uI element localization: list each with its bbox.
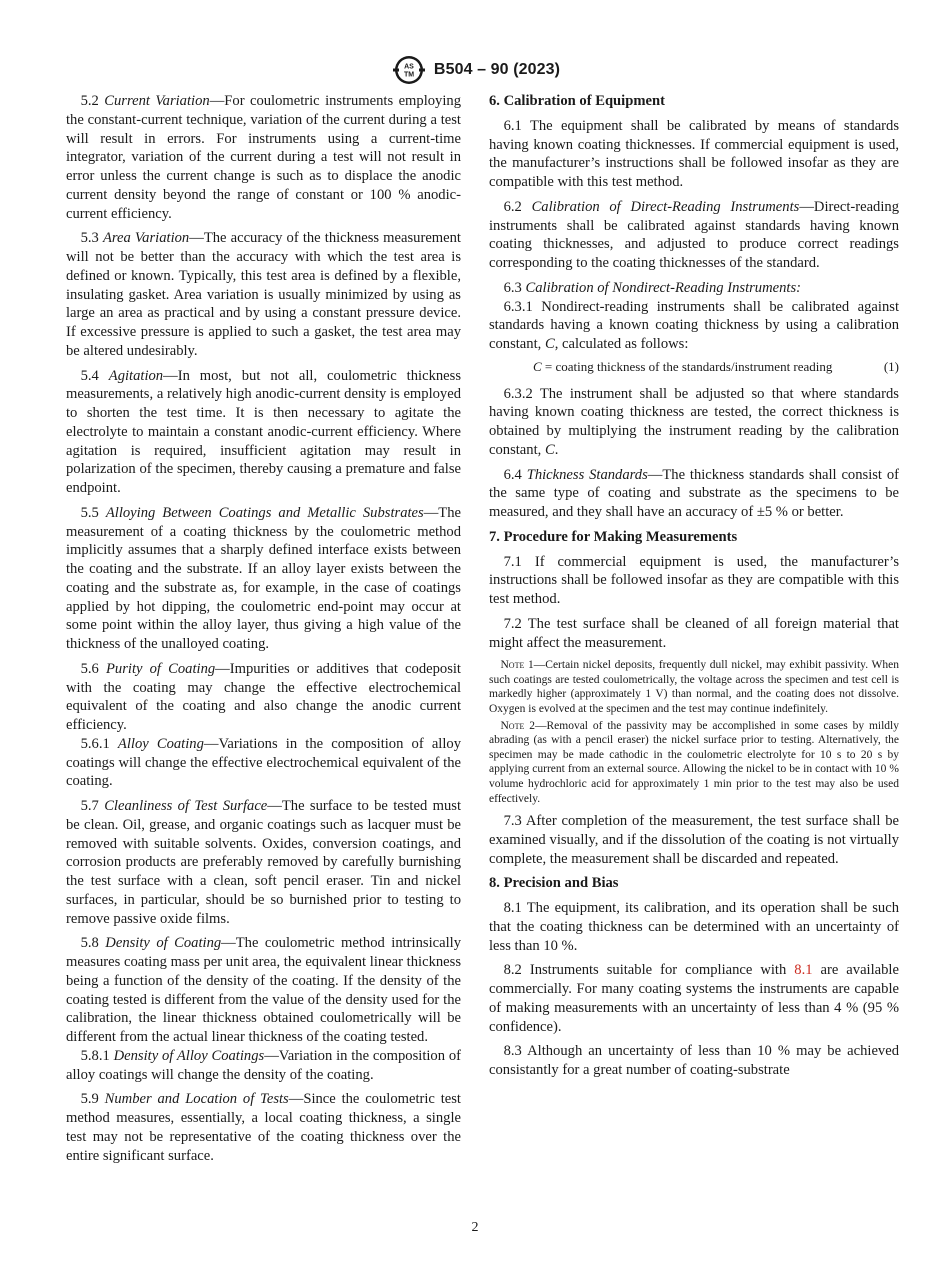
paragraph-8-2: 8.2 Instruments suitable for compliance with 8.1 are available commercially. For many coating systems the instruments are capable of making measurements with an uncertainty of less than 4 % (95 % confidence). bbox=[489, 962, 899, 1035]
paragraph-6-3: 6.3 Calibration of Nondirect-Reading Instruments: bbox=[503, 279, 802, 296]
paragraph-5-5: 5.5 Alloying Between Coatings and Metallic Substrates—The measurement of a coating thickness by the coulometric method implicitly assumes that a sharply defined interface exists between the coating and the substrate. If an alloy layer exists between the coating and the substrate as, for example, in the case of coatings applied by hot dipping, the coulometric end-point may occur at some point within the alloy layer, thus giving a high value of the thickness of the unalloyed coating. bbox=[66, 504, 461, 652]
right-column bbox=[489, 92, 899, 1086]
svg-text:AS: AS bbox=[404, 63, 414, 71]
paragraph-5-9: 5.9 Number and Location of Tests—Since the coulometric test method measures, essentially, a local coating thickness, a single test may not be representative of the coating thickness over the entire significant surface. bbox=[66, 1091, 461, 1164]
standard-designation: B504 – 90 (2023) bbox=[433, 61, 561, 78]
paragraph-7-2: 7.2 The test surface shall be cleaned of all foreign material that might affect the measurement. bbox=[489, 615, 899, 651]
paragraph-5-8-1: 5.8.1 Density of Alloy Coatings—Variation in the composition of alloy coatings will change the density of the coating. bbox=[66, 1047, 461, 1083]
paragraph-5-6-1: 5.6.1 Alloy Coating—Variations in the composition of alloy coatings will change the effective electrochemical equivalent of the coating. bbox=[66, 735, 461, 790]
paragraph-6-3-2: 6.3.2 The instrument shall be adjusted so that where standards having known coating thickness are tested, the correct thickness is obtained by multiplying the instrument reading by the calibration constant, C. bbox=[489, 385, 899, 458]
paragraph-5-4: 5.4 Agitation—In most, but not all, coulometric thickness measurements, a relatively high anodic-current density is employed to shorten the test time. It is then necessary to agitate the electrolyte to maintain a constant anodic-current efficiency. Where agitation is required, insufficient agitation may result in polarization of the specimen, thereby causing a premature and false endpoint. bbox=[66, 367, 461, 496]
section-8-title: 8. Precision and Bias bbox=[489, 875, 619, 892]
paragraph-5-3: 5.3 Area Variation—The accuracy of the thickness measurement will not be better than the accuracy with which the test area is defined or known. Typically, this test area is defined by a flexible, insulating gasket. Area variation is usually minimized by using as large an area as practical and by using a constant pressure device. If excessive pressure is applied to such a gasket, the test area may be altered undesirably. bbox=[66, 230, 461, 359]
section-7-title: 7. Procedure for Making Measurements bbox=[489, 528, 738, 545]
paragraph-5-7: 5.7 Cleanliness of Test Surface—The surface to be tested must be clean. Oil, grease, and organic coatings such as lacquer must be removed with suitable solvents. Oxides, conversion coatings, and corrosion products are preferably removed by carefully burnishing the test surface with a clean, soft pencil eraser. Tin and nickel surfaces, in particular, should be so burnished prior to testing to remove passive oxide films. bbox=[66, 798, 461, 927]
equation-1 bbox=[489, 358, 899, 377]
equation-number: (1) bbox=[883, 358, 899, 374]
paragraph-5-8: 5.8 Density of Coating—The coulometric method intrinsically measures coating mass per unit area, the equivalent linear thickness being a function of the density of the coating. If the density of the coating tested is different from the value of the density used for the calibration, the linear thickness obtained coulometrically will be different from the actual linear thickness of the coating tested. bbox=[66, 935, 461, 1045]
page-number: 2 bbox=[471, 1220, 479, 1235]
paragraph-6-4: 6.4 Thickness Standards—The thickness standards shall consist of the same type of coating and substrate as the specimens to be measured, and they shall have an accuracy of ±5 % or better. bbox=[489, 466, 899, 520]
paragraph-5-6: 5.6 Purity of Coating—Impurities or additives that codeposit with the coating may change the effective electrochemical equivalent of the coating and also change the anodic current efficiency. bbox=[66, 660, 461, 733]
paragraph-7-3: 7.3 After completion of the measurement, the test surface shall be examined visually, and if the dissolution of the coating is not virtually complete, the measurement shall be discarded and repeated. bbox=[489, 813, 899, 867]
paragraph-6-1: 6.1 The equipment shall be calibrated by means of standards having known coating thicknesses. If commercial equipment is used, the manufacturer’s instructions shall be followed insofar as they are compatible with this test method. bbox=[489, 117, 900, 190]
paragraph-5-2: 5.2 Current Variation—For coulometric instruments employing the constant-current technique, variation of the current during a test will result in errors. For instruments using a current-time integrator, variation of the current during a test will not result in error unless the current change is such as to displace the anodic current density beyond the range of constant or 100 % anodic-current efficiency. bbox=[66, 93, 462, 222]
xref-link-8-1[interactable]: 8.1 bbox=[794, 962, 813, 979]
paragraph-6-3-1: 6.3.1 Nondirect-reading instruments shall be calibrated against standards having a known coating thickness by using a calibration constant, C, calculated as follows: bbox=[489, 298, 899, 352]
section-6-title: 6. Calibration of Equipment bbox=[489, 93, 665, 109]
note-2: Note 2—Removal of the passivity may be accomplished in some cases by mildly abrading (as with a pencil eraser) the nickel surface prior to testing. Alternatively, the specimen may be made cathodic in the coulometric electrolyte for 10 s to 20 s by applying current from an external source. Allowing the nickel to be in contact with 10 % volume hydrochloric acid for approximately 1 min prior to the test may also be used effectively. bbox=[489, 719, 899, 805]
page-header bbox=[0, 54, 950, 86]
left-column bbox=[66, 92, 461, 1171]
equation-lhs: C bbox=[533, 358, 542, 374]
paragraph-8-1: 8.1 The equipment, its calibration, and its operation shall be such that the coating thickness can be determined with an uncertainty of less than 10 %. bbox=[489, 900, 899, 954]
note-1: Note 1—Certain nickel deposits, frequently dull nickel, may exhibit passivity. When such coatings are tested coulometrically, the voltage across the specimen and test cell is markedly higher (approximately 1 V) than normal, and the coating does not dissolve. Oxygen is evolved at the specimen and the test may continue indefinitely. bbox=[489, 659, 899, 716]
paragraph-6-2: 6.2 Calibration of Direct-Reading Instruments—Direct-reading instruments shall be calibrated against standards having known coating thicknesses, and adjusted to produce correct readings corresponding to the coating thicknesses of the standard. bbox=[489, 198, 899, 271]
astm-logo bbox=[390, 54, 428, 86]
paragraph-7-1: 7.1 If commercial equipment is used, the manufacturer’s instructions shall be followed insofar as they are compatible with this test method. bbox=[489, 553, 899, 607]
svg-text:TM: TM bbox=[403, 71, 414, 79]
equation-rhs: = coating thickness of the standards/instrument reading bbox=[541, 358, 833, 374]
paragraph-8-3: 8.3 Although an uncertainty of less than 10 % may be achieved consistantly for a great number of coating-substrate bbox=[489, 1043, 899, 1079]
